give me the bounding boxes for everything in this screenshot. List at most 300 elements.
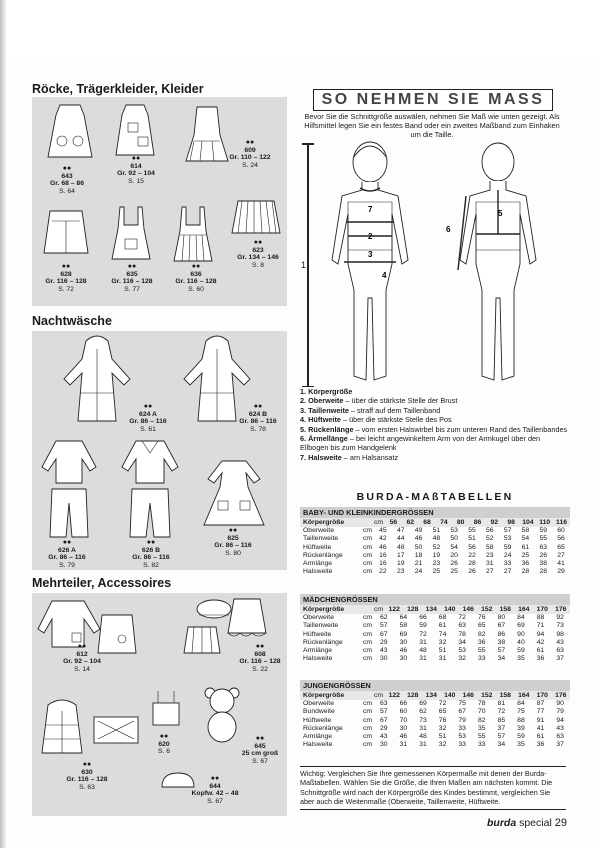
- cell-value: 53: [450, 527, 458, 534]
- size-range: 25 cm groß: [241, 750, 279, 758]
- table-row: [300, 647, 570, 655]
- cell-value: 32: [438, 638, 447, 646]
- cell-value: 69: [419, 700, 427, 707]
- panel-skirts: [32, 97, 287, 306]
- cell-value: 37: [556, 655, 564, 663]
- page-ref: S. 22: [252, 665, 268, 673]
- table-heading: BABY- UND KLEINKINDERGRÖSSEN: [300, 507, 570, 518]
- cell-value: 88: [536, 614, 545, 621]
- brand-special: special: [519, 817, 552, 829]
- table-row: [300, 552, 570, 560]
- pattern-number: 614: [130, 162, 142, 170]
- cell-value: 57: [497, 647, 506, 655]
- item-623: [228, 239, 288, 269]
- cell-value: 42: [536, 638, 545, 646]
- cell-value: 33: [477, 655, 486, 663]
- cell-value: 41: [557, 560, 565, 568]
- item-643: [42, 165, 92, 195]
- size-value: 62: [406, 519, 414, 526]
- page-number: 29: [554, 817, 567, 829]
- size-range: Gr. 116 – 128: [175, 278, 217, 286]
- cell-value: 32: [438, 724, 447, 732]
- pinafore-636-drawing: [170, 205, 216, 265]
- size-range: Gr. 68 – 86: [49, 180, 84, 188]
- cell-value: 48: [396, 543, 405, 551]
- cell-value: 55: [468, 527, 476, 534]
- size-value: 86: [473, 519, 482, 526]
- size-range: Gr. 86 – 116: [214, 542, 252, 550]
- row-label: Oberweite: [303, 700, 334, 707]
- measure-item: 7. Halsweite – am Halsansatz: [300, 452, 399, 462]
- item-644: [182, 775, 248, 805]
- measuring-figures: [318, 140, 568, 386]
- size-value: 56: [389, 519, 398, 526]
- page-footer: [487, 817, 567, 829]
- cell-value: 16: [379, 560, 387, 568]
- unit-label: cm: [363, 647, 373, 655]
- item-624a: [116, 403, 180, 433]
- cell-value: 58: [399, 622, 408, 630]
- item-620: [144, 733, 184, 756]
- cell-value: 72: [438, 700, 447, 707]
- cell-value: 53: [458, 647, 466, 655]
- cell-value: 52: [486, 535, 494, 543]
- cell-value: 37: [497, 724, 506, 732]
- cell-value: 19: [396, 560, 405, 568]
- cell-value: 72: [419, 630, 427, 638]
- size-value: 176: [555, 692, 567, 699]
- cell-value: 31: [486, 560, 494, 568]
- page-ref: S. 67: [207, 797, 223, 805]
- table-row: [300, 614, 570, 622]
- cell-value: 61: [536, 733, 545, 741]
- cell-value: 48: [432, 535, 441, 543]
- cell-value: 43: [380, 733, 388, 741]
- difficulty-dots: ●●: [159, 733, 169, 740]
- cell-value: 43: [556, 638, 564, 646]
- size-range: Gr. 86 – 116: [132, 554, 170, 562]
- cell-value: 19: [432, 551, 441, 559]
- cell-value: 51: [468, 535, 476, 543]
- pattern-number: 624 A: [139, 410, 157, 418]
- cell-value: 48: [419, 647, 427, 655]
- skirt-608-drawing: [224, 595, 270, 639]
- row-label: Halsweite: [303, 568, 333, 576]
- table-row: [300, 631, 570, 639]
- cell-value: 30: [380, 655, 388, 663]
- figure-label-7: 7: [368, 205, 373, 214]
- cell-value: 54: [450, 543, 458, 551]
- cell-value: 20: [450, 551, 458, 559]
- pyjama-626a-drawing: [38, 437, 100, 541]
- table-row: [300, 655, 570, 663]
- cell-value: 63: [539, 543, 547, 551]
- size-header-row: [300, 605, 570, 614]
- difficulty-dots: ●●: [210, 775, 220, 782]
- cell-value: 36: [521, 560, 530, 568]
- cell-value: 90: [556, 700, 564, 707]
- cell-value: 35: [477, 724, 486, 732]
- table-row: [300, 733, 570, 741]
- item-645: [232, 735, 288, 765]
- pattern-number: 644: [209, 782, 221, 790]
- size-value: 140: [444, 606, 456, 613]
- cell-value: 26: [450, 560, 458, 568]
- unit-label: cm: [363, 630, 373, 638]
- size-range: Gr. 116 – 128: [239, 658, 281, 666]
- cell-value: 34: [497, 655, 506, 663]
- cell-value: 18: [414, 551, 423, 559]
- cell-value: 30: [399, 638, 408, 646]
- cell-value: 33: [458, 724, 466, 732]
- cell-value: 46: [414, 535, 423, 543]
- difficulty-dots: ●●: [255, 643, 265, 650]
- cell-value: 55: [477, 647, 486, 655]
- unit-label: cm: [363, 708, 373, 716]
- cell-value: 65: [557, 543, 565, 551]
- table-row: [300, 700, 570, 708]
- figure-label-2: 2: [368, 232, 373, 241]
- cell-value: 46: [379, 543, 387, 551]
- pattern-number: 645: [254, 742, 266, 750]
- item-612: [52, 643, 112, 673]
- row-label: Halsweite: [303, 655, 333, 663]
- section-title-skirts: Röcke, Trägerkleider, Kleider: [32, 82, 204, 96]
- cell-value: 35: [517, 741, 525, 749]
- cell-value: 33: [503, 560, 512, 568]
- page-ref: S. 61: [140, 425, 156, 433]
- difficulty-dots: ●●: [228, 527, 238, 534]
- table-row: [300, 741, 570, 749]
- cell-value: 23: [396, 568, 405, 576]
- cell-value: 59: [517, 733, 525, 741]
- size-value: 92: [490, 519, 499, 526]
- cell-value: 87: [536, 700, 545, 707]
- size-value: 74: [440, 519, 448, 526]
- cell-value: 37: [556, 741, 564, 749]
- size-range: Gr. 134 – 146: [237, 254, 279, 262]
- item-635: [100, 263, 164, 293]
- table-row: [300, 639, 570, 647]
- unit-label: cm: [363, 638, 373, 646]
- difficulty-dots: ●●: [191, 263, 201, 270]
- cell-value: 49: [414, 527, 423, 534]
- cell-value: 47: [396, 527, 405, 534]
- cell-value: 72: [458, 614, 466, 621]
- cell-value: 22: [379, 568, 387, 576]
- difficulty-dots: ●●: [245, 139, 255, 146]
- cell-value: 64: [399, 614, 408, 621]
- cell-value: 16: [379, 551, 387, 559]
- cell-value: 39: [517, 724, 525, 732]
- page-ref: S. 80: [225, 549, 241, 557]
- size-value: 170: [536, 606, 548, 613]
- measure-title: SO NEHMEN SIE MASS: [313, 89, 553, 111]
- table-heading: JUNGENGRÖSSEN: [300, 680, 570, 691]
- cell-value: 66: [419, 614, 427, 621]
- figure-label-4: 4: [382, 271, 387, 280]
- page-ref: S. 14: [74, 665, 90, 673]
- cell-value: 59: [503, 543, 512, 551]
- table-heading: MÄDCHENGRÖSSEN: [300, 594, 570, 605]
- unit-label: cm: [363, 543, 373, 551]
- pattern-number: 624 B: [248, 410, 268, 418]
- pattern-number: 612: [76, 650, 88, 658]
- vest-630-drawing: [38, 697, 148, 757]
- cell-value: 32: [458, 655, 466, 663]
- cell-value: 80: [497, 614, 506, 621]
- size-range: Gr. 86 – 116: [129, 418, 167, 426]
- size-value: 176: [555, 606, 567, 613]
- difficulty-dots: ●●: [255, 735, 265, 742]
- cell-value: 75: [517, 708, 525, 716]
- cell-value: 65: [477, 622, 486, 630]
- cell-value: 65: [438, 708, 447, 716]
- cell-value: 54: [521, 535, 530, 543]
- cell-value: 77: [536, 708, 545, 716]
- item-614: [106, 155, 166, 185]
- cell-value: 50: [414, 543, 423, 551]
- cell-value: 29: [557, 568, 565, 576]
- cell-value: 62: [419, 708, 427, 716]
- cell-value: 53: [503, 535, 512, 543]
- cell-value: 26: [539, 551, 547, 559]
- cell-value: 73: [419, 716, 427, 724]
- cell-value: 60: [399, 708, 408, 716]
- table-row: [300, 527, 570, 535]
- cell-value: 43: [380, 647, 388, 655]
- skirt-623-drawing: [228, 197, 284, 237]
- cell-value: 91: [536, 716, 545, 724]
- pattern-number: 643: [61, 172, 73, 180]
- cell-value: 60: [557, 527, 565, 534]
- unit-label: cm: [363, 716, 373, 724]
- size-value: 170: [536, 692, 548, 699]
- size-value: 164: [518, 606, 530, 613]
- row-label: Oberweite: [303, 614, 334, 621]
- cell-value: 79: [458, 716, 466, 724]
- page-ref: S. 77: [124, 285, 140, 293]
- page-ref: S. 24: [242, 161, 258, 169]
- cell-value: 51: [438, 647, 447, 655]
- cell-value: 31: [438, 655, 447, 663]
- cell-value: 63: [458, 622, 466, 630]
- cell-value: 41: [536, 724, 545, 732]
- row-label: Taillenweite: [303, 622, 339, 630]
- size-value: 134: [425, 606, 437, 613]
- size-header-row: [300, 691, 570, 700]
- cell-value: 29: [380, 724, 388, 732]
- page-ref: S. 78: [250, 425, 266, 433]
- cell-value: 31: [419, 741, 427, 749]
- cell-value: 61: [438, 622, 447, 630]
- unit-label: cm: [374, 692, 384, 699]
- pattern-number: 623: [252, 246, 264, 254]
- row-label: Hüftweite: [303, 716, 332, 724]
- child-front-figure: [332, 142, 408, 380]
- page-ref: S. 6: [157, 748, 171, 756]
- difficulty-dots: ●●: [77, 643, 87, 650]
- unit-label: cm: [363, 622, 373, 630]
- cell-value: 94: [556, 716, 564, 724]
- panel-multi: [32, 593, 287, 816]
- section-title-multi: Mehrteiler, Accessoires: [32, 576, 172, 590]
- row-label: Hüftweite: [303, 543, 332, 551]
- unit-label: cm: [363, 655, 373, 663]
- top-margin: [0, 0, 600, 62]
- cell-value: 52: [432, 543, 441, 551]
- cell-value: 59: [419, 622, 427, 630]
- size-value: 140: [444, 692, 456, 699]
- unit-label: cm: [363, 614, 373, 621]
- cell-value: 76: [438, 716, 447, 724]
- unit-label: cm: [363, 551, 373, 559]
- row-label: Armlänge: [303, 647, 333, 655]
- row-label: Armlänge: [303, 733, 333, 741]
- tables-title: BURDA-MAßTABELLEN: [356, 491, 514, 503]
- pattern-number: 620: [158, 740, 170, 748]
- figure-label-1: 1: [301, 260, 307, 270]
- cell-value: 71: [536, 622, 545, 630]
- size-value: 158: [499, 606, 511, 613]
- child-back-figure: [458, 143, 536, 380]
- size-label: Körpergröße: [303, 606, 345, 613]
- unit-label: cm: [374, 519, 384, 526]
- cell-value: 56: [486, 527, 494, 534]
- table-boys: [300, 680, 570, 750]
- size-range: Gr. 92 – 104: [117, 170, 155, 178]
- size-value: 116: [556, 519, 568, 526]
- size-value: 152: [481, 606, 493, 613]
- cell-value: 33: [458, 741, 466, 749]
- bag-620-drawing: [150, 689, 182, 729]
- cell-value: 90: [517, 630, 525, 638]
- unit-label: cm: [374, 606, 384, 613]
- measure-item: 2. Oberweite – über die stärkste Stelle der Brust: [300, 396, 458, 406]
- important-note: Wichtig: Vergleichen Sie Ihre gemessenen Körpermaße mit denen der Burda-Maßtabellen. Wählen Sie die Größe, die Ihren Maßen am nächsten kommt. Die Schnittgröße wird nach der Körpergröße des Kindes bestimmt, vergleichen Sie aber auch die Weitenmaße (Oberweite, Taillenweite, Hüftweite.: [300, 766, 566, 810]
- item-628: [34, 263, 98, 293]
- cell-value: 66: [399, 700, 408, 707]
- table-row: [300, 708, 570, 716]
- unit-label: cm: [363, 535, 373, 543]
- cell-value: 28: [468, 560, 476, 568]
- cell-value: 59: [517, 647, 525, 655]
- difficulty-dots: ●●: [146, 539, 156, 546]
- measure-instructions: [300, 387, 570, 462]
- difficulty-dots: ●●: [143, 403, 153, 410]
- difficulty-dots: ●●: [253, 403, 263, 410]
- cell-value: 23: [486, 551, 494, 559]
- page-ref: S. 64: [59, 187, 75, 195]
- cell-value: 50: [450, 535, 458, 543]
- table-row: [300, 622, 570, 630]
- size-value: 68: [423, 519, 431, 526]
- cell-value: 36: [536, 741, 545, 749]
- cell-value: 36: [536, 655, 545, 663]
- pattern-number: 609: [244, 146, 256, 154]
- size-range: Gr. 92 – 104: [63, 658, 101, 666]
- cell-value: 67: [497, 622, 506, 630]
- page-ref: S. 8: [251, 261, 265, 269]
- size-range: Gr. 116 – 128: [111, 278, 153, 286]
- size-value: 110: [539, 519, 551, 526]
- cell-value: 58: [521, 527, 530, 534]
- page-ref: S. 15: [128, 177, 144, 185]
- row-label: Hüftweite: [303, 630, 332, 638]
- cell-value: 31: [419, 638, 427, 646]
- table-girls: [300, 594, 570, 664]
- cell-value: 78: [458, 630, 466, 638]
- table-row: [300, 560, 570, 568]
- table-row: [300, 544, 570, 552]
- cell-value: 73: [556, 622, 564, 630]
- section-title-night: Nachtwäsche: [32, 314, 112, 328]
- cell-value: 30: [380, 741, 388, 749]
- cell-value: 70: [399, 716, 408, 724]
- cell-value: 53: [458, 733, 466, 741]
- cell-value: 74: [438, 630, 447, 638]
- unit-label: cm: [363, 724, 373, 732]
- panel-night: [32, 331, 287, 570]
- cell-value: 48: [419, 733, 427, 741]
- cell-value: 56: [557, 535, 565, 543]
- unit-label: cm: [363, 560, 373, 568]
- cell-value: 27: [486, 568, 494, 576]
- size-range: Gr. 110 – 122: [229, 154, 271, 162]
- table-row: [300, 725, 570, 733]
- cell-value: 94: [536, 630, 545, 638]
- cell-value: 63: [556, 647, 564, 655]
- size-label: Körpergröße: [303, 519, 345, 526]
- page-fold-shadow: [0, 0, 6, 848]
- measure-item: 5. Rückenlänge – vom ersten Halswirbel bis zum unteren Rand des Taillenbandes: [300, 424, 568, 434]
- difficulty-dots: ●●: [253, 239, 263, 246]
- size-value: 158: [499, 692, 511, 699]
- cell-value: 45: [379, 527, 387, 534]
- pattern-number: 626 B: [141, 546, 161, 554]
- cell-value: 98: [556, 630, 564, 638]
- difficulty-dots: ●●: [82, 761, 92, 768]
- cell-value: 56: [468, 543, 476, 551]
- cell-value: 59: [539, 527, 547, 534]
- table-row: [300, 717, 570, 725]
- size-range: Gr. 86 – 116: [239, 418, 277, 426]
- cell-value: 34: [458, 638, 466, 646]
- cell-value: 69: [517, 622, 525, 630]
- dress-643-drawing: [44, 101, 96, 161]
- unit-label: cm: [363, 733, 373, 741]
- size-value: 128: [407, 692, 419, 699]
- page-ref: S. 72: [58, 285, 74, 293]
- cell-value: 88: [517, 716, 525, 724]
- cell-value: 67: [458, 708, 466, 716]
- size-range: Gr. 116 – 128: [66, 776, 108, 784]
- cell-value: 82: [477, 716, 486, 724]
- cell-value: 72: [497, 708, 506, 716]
- cell-value: 69: [399, 630, 408, 638]
- cell-value: 67: [380, 630, 388, 638]
- measure-item: 3. Taillenweite – straff auf dem Taillenband: [300, 405, 441, 415]
- dress-614-drawing: [112, 101, 158, 159]
- difficulty-dots: ●●: [127, 263, 137, 270]
- cell-value: 79: [556, 708, 564, 716]
- cell-value: 86: [497, 630, 506, 638]
- brand-logo: burda: [487, 817, 517, 829]
- measure-item: 1. Körpergröße: [300, 387, 353, 396]
- size-value: 164: [518, 692, 530, 699]
- cell-value: 33: [477, 741, 486, 749]
- row-label: Rückenlänge: [303, 551, 343, 559]
